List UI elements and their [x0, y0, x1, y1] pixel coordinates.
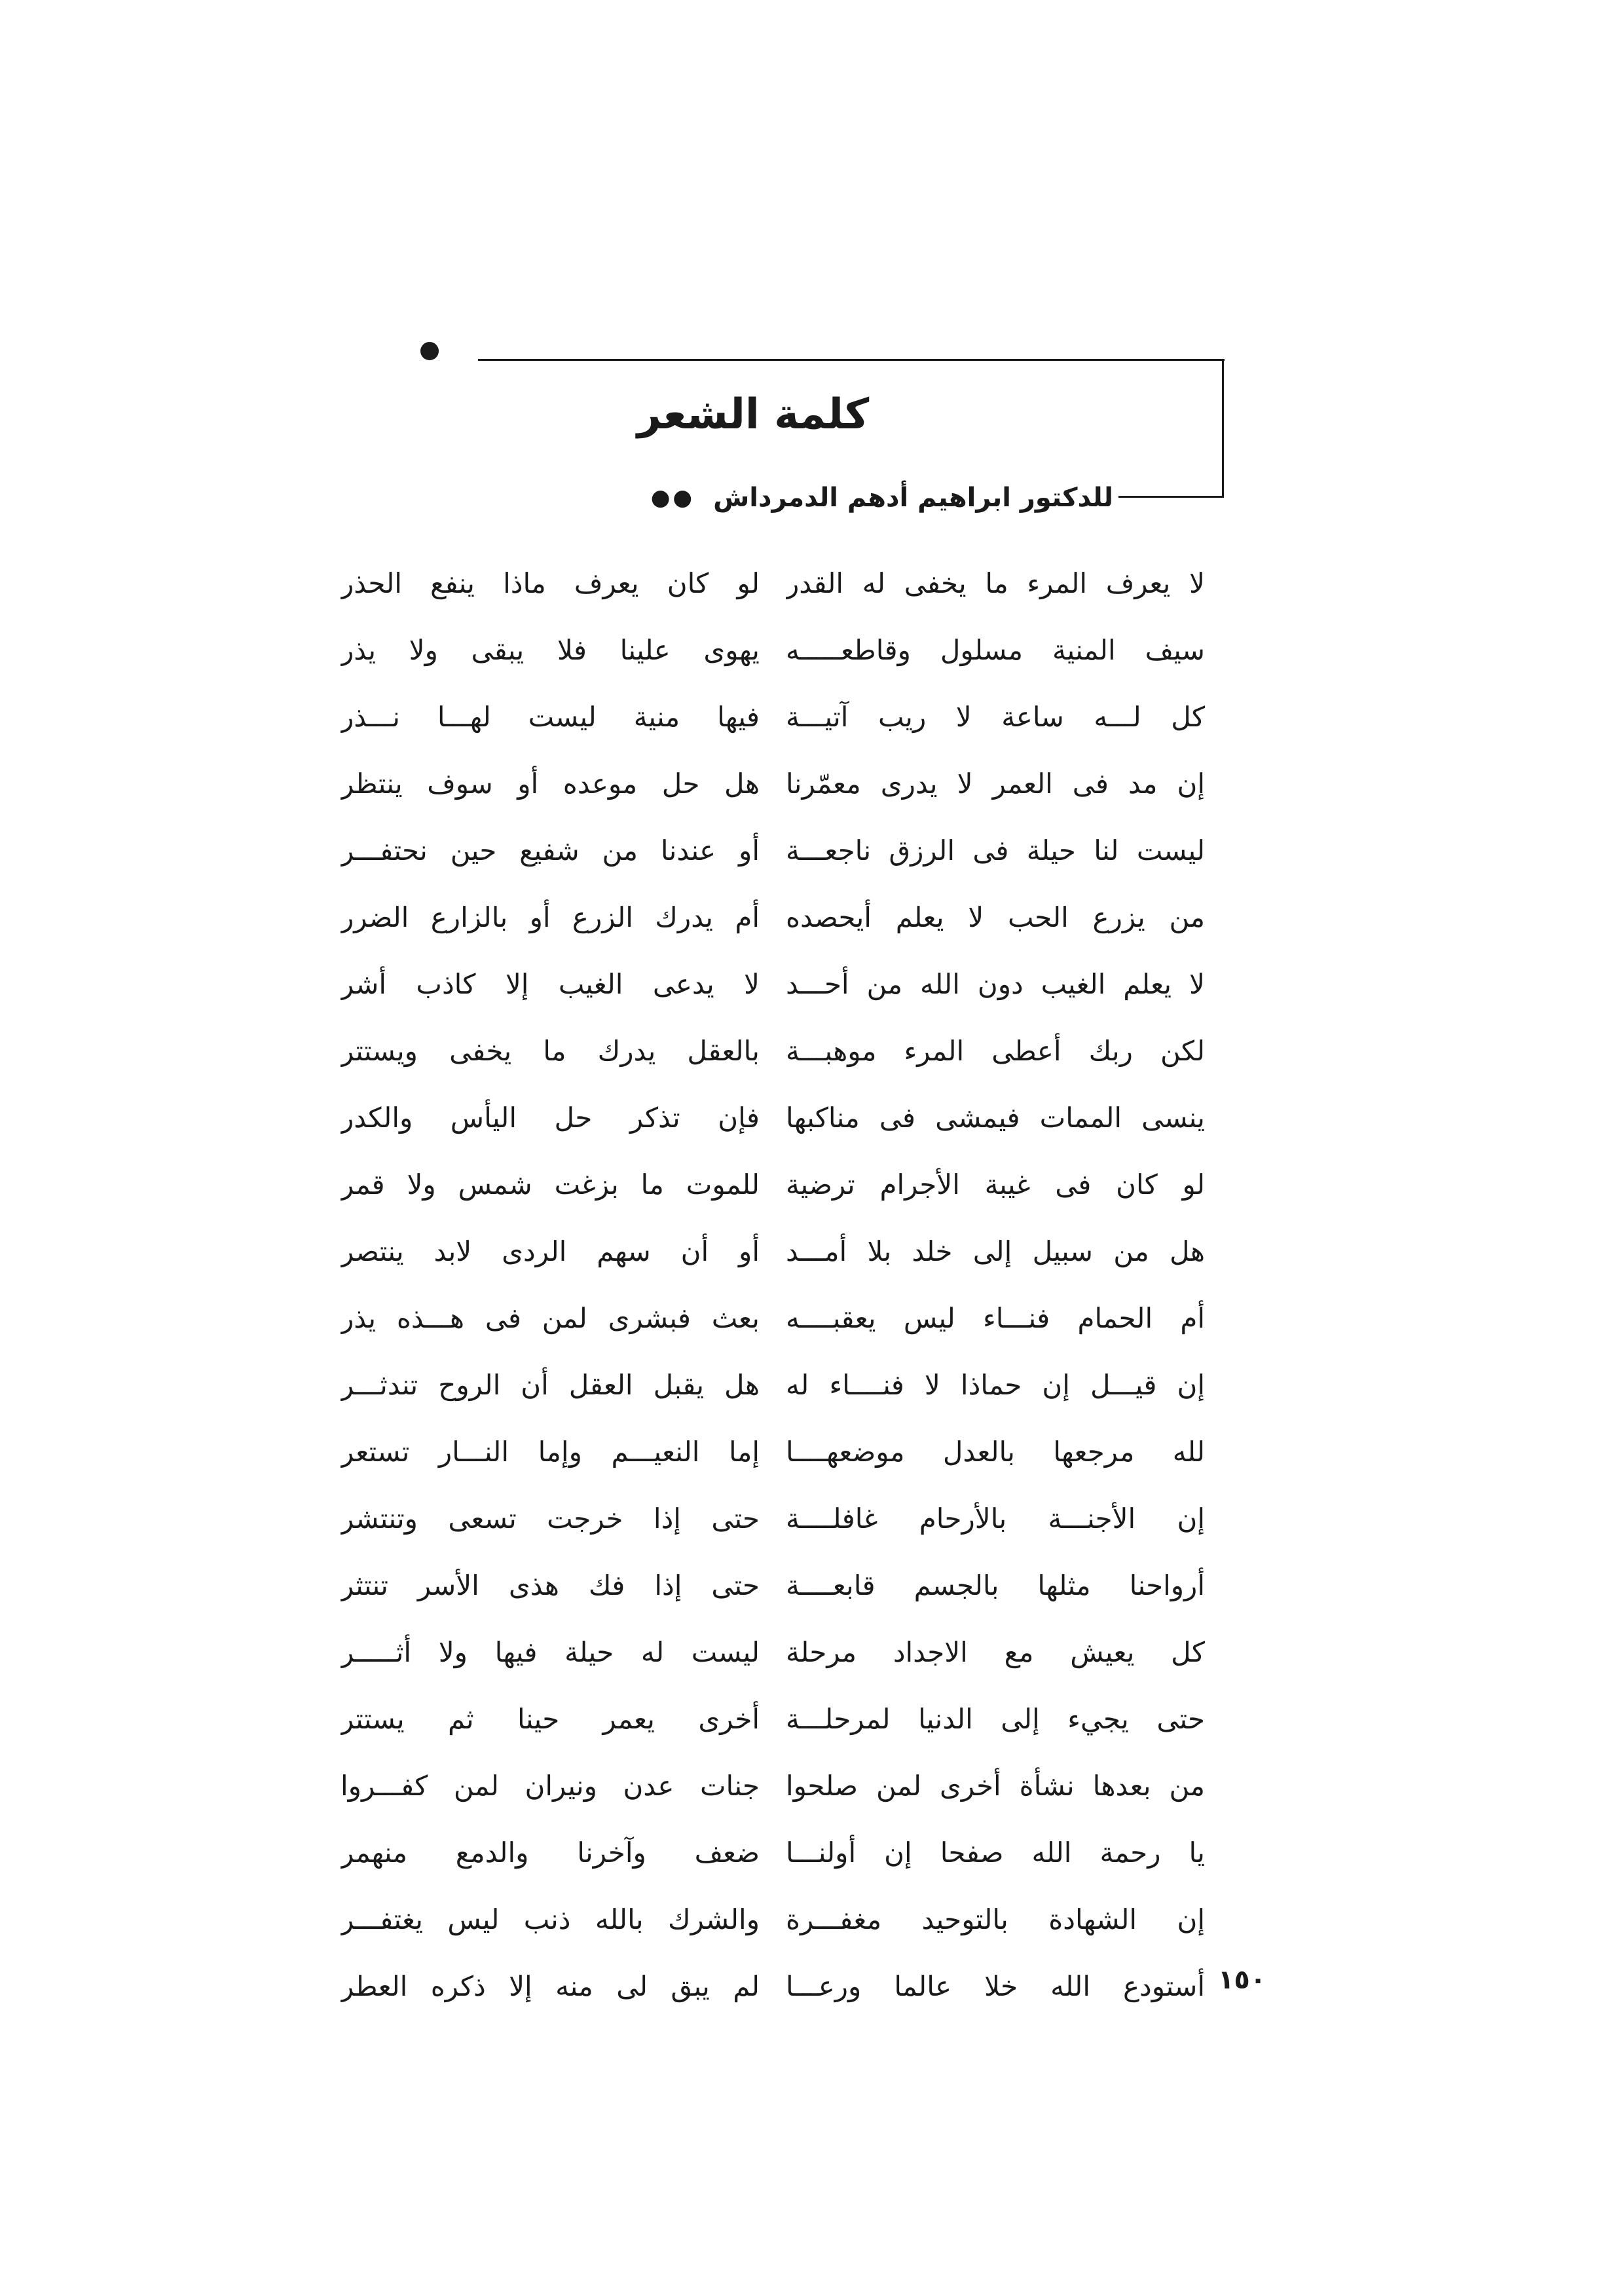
verse-line: لكن ربك أعطى المرء موهبـــة: [786, 1035, 1205, 1067]
verse-line: هل يقبل العقل أن الروح تندثـــر: [341, 1369, 760, 1401]
verse-line: للموت ما بزغت شمس ولا قمر: [341, 1168, 760, 1201]
verse-line: إما النعيـــم وإما النـــار تستعر: [341, 1436, 760, 1468]
author-byline: للدكتور ابراهيم أدهم الدمرداش: [713, 483, 1113, 513]
verse-line: لا يعلم الغيب دون الله من أحـــد: [786, 968, 1205, 1000]
verse-line: أرواحنا مثلها بالجسم قابعــــة: [786, 1569, 1205, 1601]
verse-line: يهوى علينا فلا يبقى ولا يذر: [341, 634, 760, 666]
verse-line: هل من سبيل إلى خلد بلا أمـــد: [786, 1235, 1205, 1267]
verse-line: لو كان فى غيبة الأجرام ترضية: [786, 1168, 1205, 1201]
verse-line: حتى يجيء إلى الدنيا لمرحلـــة: [786, 1703, 1205, 1735]
verse-line: جنات عدن ونيران لمن كفـــروا: [341, 1770, 760, 1802]
verse-line: حتى إذا خرجت تسعى وتنتشر: [341, 1502, 760, 1535]
verse-line: ليست له حيلة فيها ولا أثـــــر: [341, 1636, 760, 1668]
header-top-rule: [478, 359, 1225, 361]
verse-line: من يزرع الحب لا يعلم أيحصده: [786, 901, 1205, 933]
verse-line: أخرى يعمر حينا ثم يستتر: [341, 1703, 760, 1735]
verse-line: إن قيـــل إن حماذا لا فنــــاء له: [786, 1369, 1205, 1401]
poem-column-right: [786, 550, 1205, 2020]
verse-line: حتى إذا فك هذى الأسر تنتثر: [341, 1569, 760, 1601]
verse-line: أم الحمام فنـــاء ليس يعقبــــه: [786, 1302, 1205, 1334]
verse-line: أو عندنا من شفيع حين نحتفـــر: [341, 834, 760, 867]
verse-line: لله مرجعها بالعدل موضعهــــا: [786, 1436, 1205, 1468]
verse-line: لم يبق لى منه إلا ذكره العطر: [341, 1970, 760, 2002]
verse-line: إن مد فى العمر لا يدرى معمّرنا: [786, 768, 1205, 800]
byline-dots-icon: ●●: [650, 485, 695, 511]
verse-line: بالعقل يدرك ما يخفى ويستتر: [341, 1035, 760, 1067]
page-title: كلمة الشعر: [637, 390, 870, 439]
verse-line: لا يعرف المرء ما يخفى له القدر: [786, 567, 1205, 599]
verse-line: هل حل موعده أو سوف ينتظر: [341, 768, 760, 800]
verse-line: فيها منية ليست لهـــا نـــذر: [341, 701, 760, 733]
poem-column-left: [341, 550, 760, 2020]
verse-line: لو كان يعرف ماذا ينفع الحذر: [341, 567, 760, 599]
verse-line: إن الشهادة بالتوحيد مغفـــرة: [786, 1903, 1205, 1935]
verse-line: ضعف وآخرنا والدمع منهمر: [341, 1837, 760, 1869]
verse-line: إن الأجنـــة بالأرحام غافلــــة: [786, 1502, 1205, 1535]
verse-line: أستودع الله خلا عالما ورعـــا: [786, 1970, 1205, 2002]
header-right-rule: [1222, 359, 1224, 498]
verse-line: لا يدعى الغيب إلا كاذب أشر: [341, 968, 760, 1000]
verse-line: أم يدرك الزرع أو بالزارع الضرر: [341, 901, 760, 933]
verse-line: كل لـــه ساعة لا ريب آتيـــة: [786, 701, 1205, 733]
verse-line: فإن تذكر حل اليأس والكدر: [341, 1102, 760, 1134]
page-number: ١٥٠: [1218, 1965, 1266, 1995]
verse-line: أو أن سهم الردى لابد ينتصر: [341, 1235, 760, 1267]
verse-line: من بعدها نشأة أخرى لمن صلحوا: [786, 1770, 1205, 1802]
verse-line: بعث فبشرى لمن فى هـــذه يذر: [341, 1302, 760, 1334]
bullet-icon: [420, 342, 439, 360]
verse-line: ليست لنا حيلة فى الرزق ناجعـــة: [786, 834, 1205, 867]
byline-row: [537, 472, 1113, 524]
verse-line: يا رحمة الله صفحا إن أولنـــا: [786, 1837, 1205, 1869]
header-bottom-rule: [1118, 496, 1224, 498]
verse-line: كل يعيش مع الاجداد مرحلة: [786, 1636, 1205, 1668]
verse-line: ينسى الممات فيمشى فى مناكبها: [786, 1102, 1205, 1134]
verse-line: والشرك بالله ذنب ليس يغتفـــر: [341, 1903, 760, 1935]
verse-line: سيف المنية مسلول وقاطعـــــه: [786, 634, 1205, 666]
